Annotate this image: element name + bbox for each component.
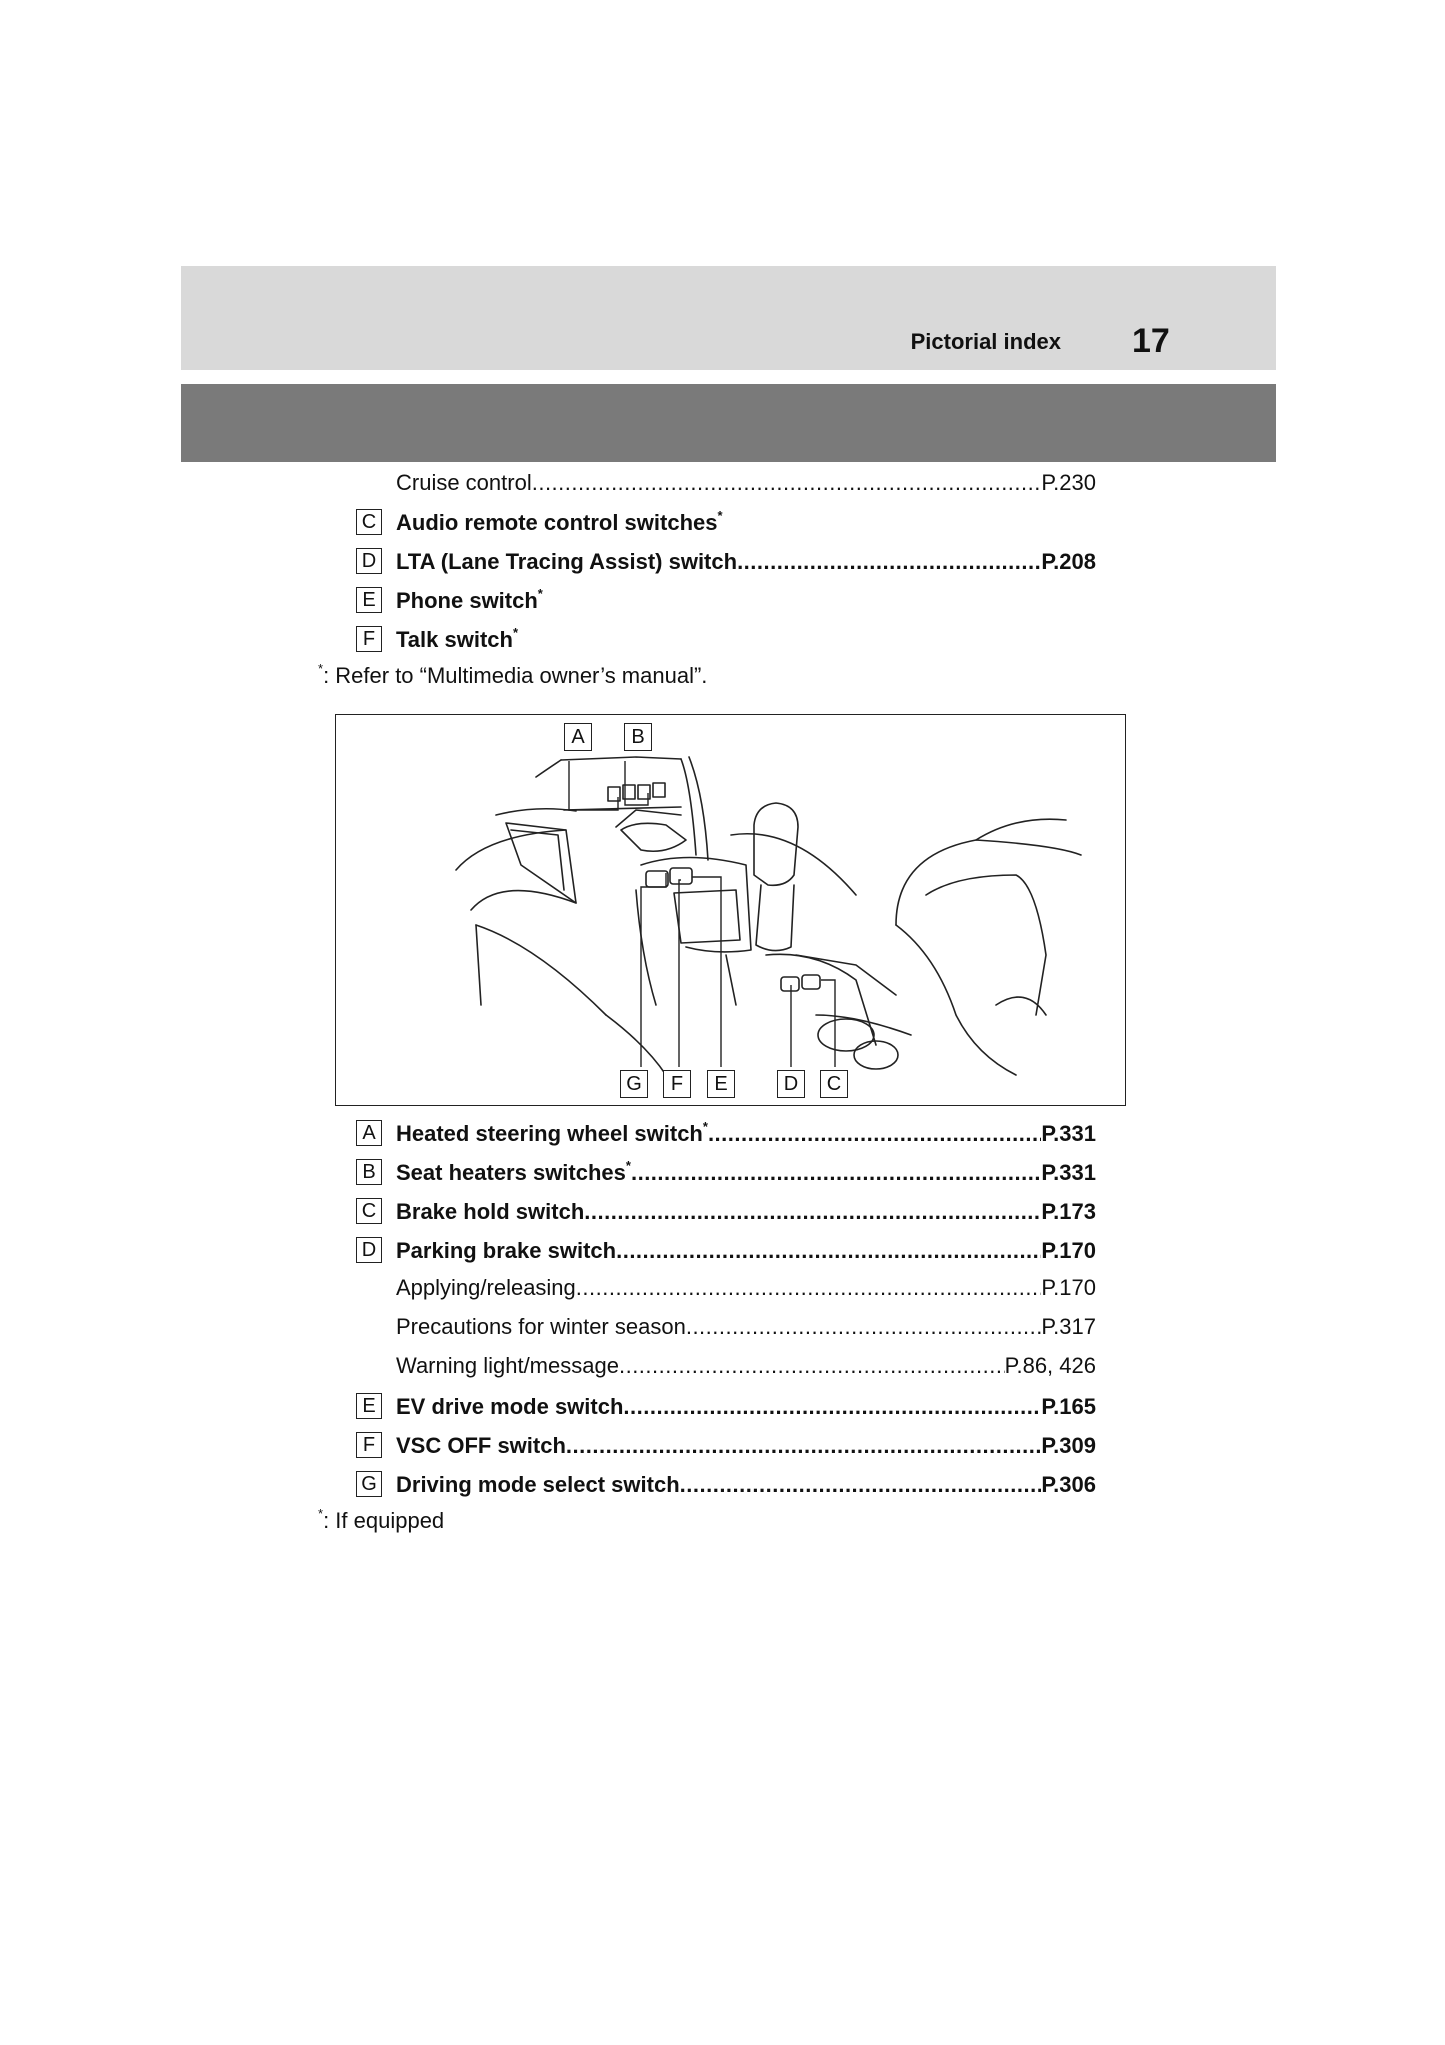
list-item-seat-heaters xyxy=(356,1156,1096,1190)
callout-c: C xyxy=(820,1070,848,1098)
item-name: EV drive mode switch xyxy=(396,1394,624,1419)
item-letter-badge: A xyxy=(356,1120,382,1146)
page-number: 17 xyxy=(1132,322,1170,360)
leader-dots xyxy=(686,1310,1042,1344)
asterisk: * xyxy=(702,1118,708,1134)
leader-dots xyxy=(708,1117,1041,1151)
item-name: Seat heaters switches* xyxy=(396,1157,631,1185)
asterisk: * xyxy=(625,1157,631,1173)
list-item-talk-switch xyxy=(356,623,1096,657)
header-band xyxy=(181,266,1276,370)
callout-e: E xyxy=(707,1070,735,1098)
asterisk: * xyxy=(318,660,324,676)
list-item-driving-mode xyxy=(356,1468,1096,1502)
console-drawing xyxy=(336,715,1127,1107)
page-ref: P.170 xyxy=(1041,1275,1096,1300)
asterisk: * xyxy=(512,624,519,640)
asterisk: * xyxy=(717,507,723,523)
asterisk: * xyxy=(318,1505,324,1521)
page-ref: P.317 xyxy=(1041,1314,1096,1339)
list-item-phone-switch xyxy=(356,584,1096,618)
asterisk: * xyxy=(537,585,543,601)
page-ref: P.309 xyxy=(1041,1433,1096,1458)
item-letter-badge: F xyxy=(356,626,382,652)
leader-dots xyxy=(584,1195,1041,1229)
item-name: Precautions for winter season xyxy=(396,1314,686,1339)
page-ref: P.208 xyxy=(1041,549,1096,574)
page-ref: P.86, 426 xyxy=(1004,1353,1096,1378)
leader-dots xyxy=(623,1390,1041,1424)
callout-g: G xyxy=(620,1070,648,1098)
section-title: Pictorial index xyxy=(910,329,1061,354)
list-item-audio-remote xyxy=(356,506,1096,540)
item-name: Phone switch* xyxy=(396,585,543,613)
sublist-item-winter xyxy=(356,1310,1096,1344)
item-letter-badge: F xyxy=(356,1432,382,1458)
page-ref: P.331 xyxy=(1041,1160,1096,1185)
item-name: Parking brake switch xyxy=(396,1238,617,1263)
item-letter-badge: E xyxy=(356,587,382,613)
footnote-multimedia: *: Refer to “Multimedia owner’s manual”. xyxy=(318,660,708,688)
item-name: Warning light/message xyxy=(396,1353,619,1378)
item-letter-badge: E xyxy=(356,1393,382,1419)
list-item-cruise-control xyxy=(356,466,1096,500)
callout-a: A xyxy=(564,723,592,751)
page-ref: P.170 xyxy=(1041,1238,1096,1263)
item-letter-badge: C xyxy=(356,509,382,535)
list-item-brake-hold xyxy=(356,1195,1096,1229)
item-name: LTA (Lane Tracing Assist) switch xyxy=(396,549,738,574)
sublist-item-warning xyxy=(356,1349,1096,1383)
item-name: Applying/releasing xyxy=(396,1275,576,1300)
item-name: Brake hold switch xyxy=(396,1199,585,1224)
callout-b: B xyxy=(624,723,652,751)
leader-dots xyxy=(532,466,1042,500)
list-item-vsc-off xyxy=(356,1429,1096,1463)
list-item-parking-brake xyxy=(356,1234,1096,1268)
list-item-heated-steering xyxy=(356,1117,1096,1151)
item-name: Cruise control xyxy=(396,470,532,495)
page-ref: P.165 xyxy=(1041,1394,1096,1419)
item-letter-badge: D xyxy=(356,1237,382,1263)
footnote-if-equipped: *: If equipped xyxy=(318,1505,445,1533)
leader-dots xyxy=(619,1349,1005,1383)
item-letter-badge: B xyxy=(356,1159,382,1185)
center-console-illustration xyxy=(335,714,1126,1106)
sublist-item-applying xyxy=(356,1271,1096,1305)
page-ref: P.173 xyxy=(1041,1199,1096,1224)
leader-dots xyxy=(680,1468,1042,1502)
item-name: Heated steering wheel switch* xyxy=(396,1118,708,1146)
item-name: Talk switch* xyxy=(396,624,519,652)
item-name: VSC OFF switch xyxy=(396,1433,566,1458)
leader-dots xyxy=(737,545,1041,579)
page-ref: P.306 xyxy=(1041,1472,1096,1497)
callout-f: F xyxy=(663,1070,691,1098)
item-name: Driving mode select switch xyxy=(396,1472,680,1497)
page-ref: P.230 xyxy=(1041,470,1096,495)
item-name: Audio remote control switches* xyxy=(396,507,723,535)
item-letter-badge: C xyxy=(356,1198,382,1224)
leader-dots xyxy=(576,1271,1042,1305)
leader-dots xyxy=(566,1429,1041,1463)
item-letter-badge: G xyxy=(356,1471,382,1497)
leader-dots xyxy=(631,1156,1041,1190)
leader-dots xyxy=(616,1234,1041,1268)
list-item-lta-switch xyxy=(356,545,1096,579)
callout-d: D xyxy=(777,1070,805,1098)
page-ref: P.331 xyxy=(1041,1121,1096,1146)
item-letter-badge: D xyxy=(356,548,382,574)
header-dark-band xyxy=(181,384,1276,462)
list-item-ev-drive xyxy=(356,1390,1096,1424)
